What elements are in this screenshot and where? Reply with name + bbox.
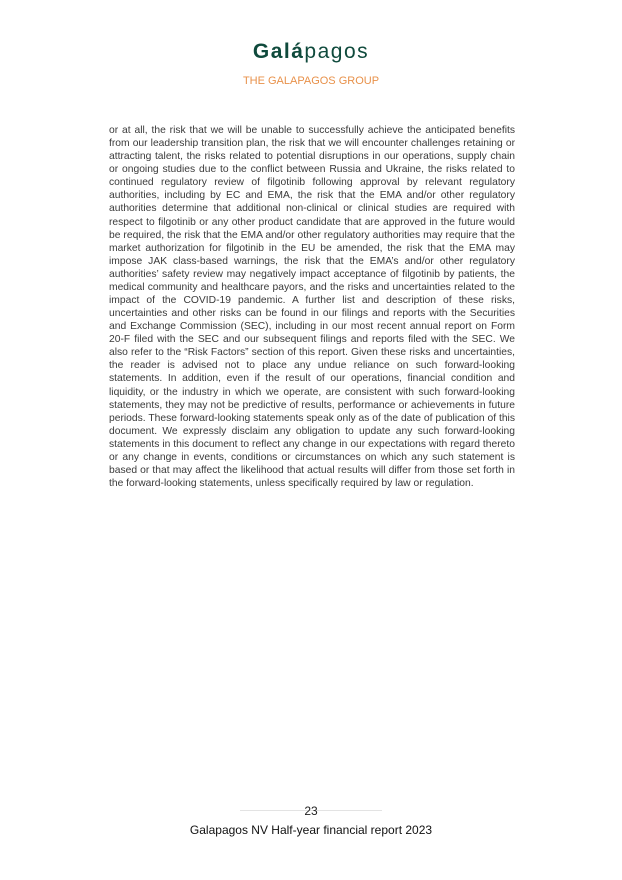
company-logo — [0, 40, 622, 64]
body-paragraph: or at all, the risk that we will be unable to successfully achieve the anticipated benefits from our leadership transition plan, the risk that we will encounter challenges retaining or attracting talent, the risks related to potential disruptions in our operations, supply chain or ongoing studies due to the conflict between Russia and Ukraine, the risks related to continued regulatory review of filgotinib following approval by relevant regulatory authorities, including by EC and EMA, the risk that the EMA and/or other regulatory authorities determine that additional non-clinical or clinical studies are required with respect to filgotinib or any other product candidate that are approved in the future would be required, the risk that the EMA and/or other regulatory authorities may require that the market authorization for filgotinib in the EU be amended, the risk that the EMA may impose JAK class-based warnings, the risk that the EMA’s and/or other regulatory authorities’ safety review may negatively impact acceptance of filgotinib by patients, the medical community and healthcare payors, and the risks and uncertainties related to the impact of the COVID-19 pandemic. A further list and description of these risks, uncertainties and other risks can be found in our filings and reports with the Securities and Exchange Commission (SEC), including in our most recent annual report on Form 20-F filed with the SEC and our subsequent filings and reports filed with the SEC. We also refer to the “Risk Factors” section of this report. Given these risks and uncertainties, the reader is advised not to place any undue reliance on such forward-looking statements. In addition, even if the result of our operations, financial condition and liquidity, or the industry in which we operate, are consistent with such forward-looking statements, they may not be predictive of results, performance or achievements in future periods. These forward-looking statements speak only as of the date of publication of this document. We expressly disclaim any obligation to update any such forward-looking statements in this document to reflect any change in our expectations with regard thereto or any change in events, conditions or circumstances on which any such statement is based or that may affect the likelihood that actual results will differ from those set forth in the forward-looking statements, unless specifically required by law or regulation. — [109, 125, 515, 490]
report-title: Galapagos NV Half-year financial report 2023 — [189, 823, 433, 837]
page-number: 23 — [304, 804, 318, 818]
logo-bold-text: Galá — [252, 40, 305, 63]
logo-light-text: pagos — [304, 40, 370, 63]
group-subtitle: THE GALAPAGOS GROUP — [242, 75, 380, 87]
